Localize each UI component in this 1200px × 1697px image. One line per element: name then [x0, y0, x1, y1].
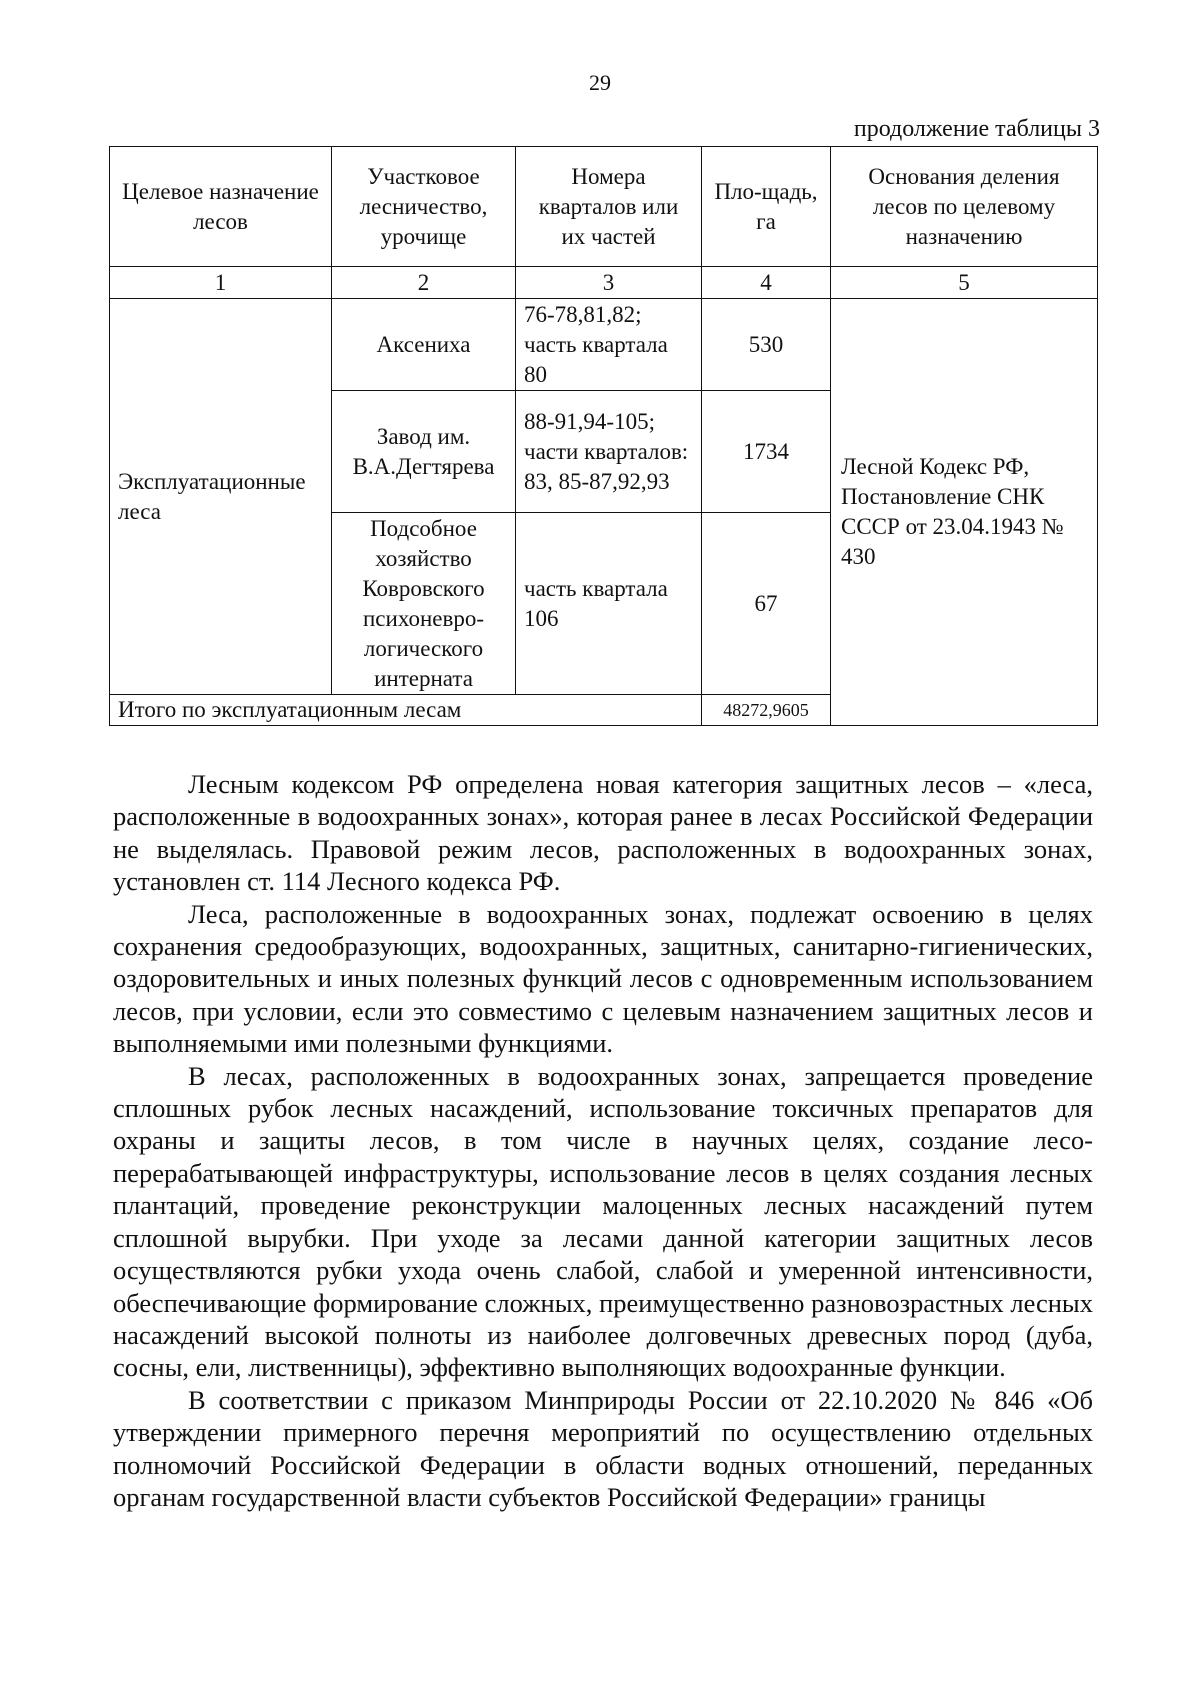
quarters-cell: 88-91,94-105; части кварталов: 83, 85-87,92,93 — [516, 391, 702, 513]
forestry-cell: Аксениха — [332, 299, 516, 391]
total-label: Итого по эксплуатационным лесам — [110, 695, 702, 726]
header-area: Пло-щадь, га — [702, 147, 831, 267]
paragraph: Леса, расположенные в водоохранных зонах, подлежат освоению в целях сохранения средообразующих, водоохранных, защитных, санитарно-гигиенических, оздоровительных и иных полезных функций лесов с одновременным использованием лесов, при условии, если это совместимо с целевым назначением защитных лесов и выполняемыми ими полезными функциями. — [113, 898, 1093, 1059]
forestry-cell: Завод им. В.А.Дегтярева — [332, 391, 516, 513]
quarters-cell: 76-78,81,82; часть квартала 80 — [516, 299, 702, 391]
table-row — [110, 299, 1098, 391]
area-cell: 530 — [702, 299, 831, 391]
column-number: 1 — [110, 267, 332, 299]
page-number: 29 — [589, 70, 611, 95]
column-number: 3 — [516, 267, 702, 299]
basis-cell: Лесной Кодекс РФ, Постановление СНК СССР от 23.04.1943 № 430 — [831, 299, 1098, 726]
body-text — [113, 768, 1093, 1513]
header-quarters: Номера кварталов или их частей — [516, 147, 702, 267]
quarters-cell: часть квартала 106 — [516, 513, 702, 695]
area-cell: 67 — [702, 513, 831, 695]
header-basis: Основания деления лесов по целевому назначению — [831, 147, 1098, 267]
forest-purpose-table — [109, 146, 1098, 726]
header-purpose: Целевое назначение лесов — [110, 147, 332, 267]
purpose-cell: Эксплуатационные леса — [110, 299, 332, 695]
paragraph: В лесах, расположенных в водоохранных зонах, запрещается проведение сплошных рубок лесных насаждений, использование токсичных препаратов для охраны и защиты лесов, в том числе в научных целях, создание лесо-перерабатывающей инфраструктуры, использование лесов в целях создания лесных плантаций, проведение реконструкции малоценных лесных насаждений путем сплошной вырубки. При уходе за лесами данной категории защитных лесов осуществляются рубки ухода очень слабой, слабой и умеренной интенсивности, обеспечивающие формирование сложных, преимущественно разновозрастных лесных насаждений высокой полноты из наиболее долговечных древесных пород (дуба, сосны, ели, лиственницы), эффективно выполняющих водоохранные функции. — [113, 1060, 1093, 1383]
column-number: 5 — [831, 267, 1098, 299]
column-number-row — [110, 267, 1098, 299]
area-cell: 1734 — [702, 391, 831, 513]
table-header-row — [110, 147, 1098, 267]
column-number: 4 — [702, 267, 831, 299]
forestry-cell: Подсобное хозяйство Ковровского психоневро-логического интерната — [332, 513, 516, 695]
paragraph: В соответствии с приказом Минприроды России от 22.10.2020 № 846 «Об утверждении примерного перечня мероприятий по осуществлению отдельных полномочий Российской Федерации в области водных отношений, переданных органам государственной власти субъектов Российской Федерации» границы — [113, 1384, 1093, 1512]
column-number: 2 — [332, 267, 516, 299]
header-forestry: Участковое лесничество, урочище — [332, 147, 516, 267]
paragraph: Лесным кодексом РФ определена новая категория защитных лесов – «леса, расположенные в водоохранных зонах», которая ранее в лесах Российской Федерации не выделялась. Правовой режим лесов, расположенных в водоохранных зонах, установлен ст. 114 Лесного кодекса РФ. — [113, 769, 1093, 897]
total-area: 48272,9605 — [702, 695, 831, 726]
table-caption: продолжение таблицы 3 — [853, 116, 1100, 142]
